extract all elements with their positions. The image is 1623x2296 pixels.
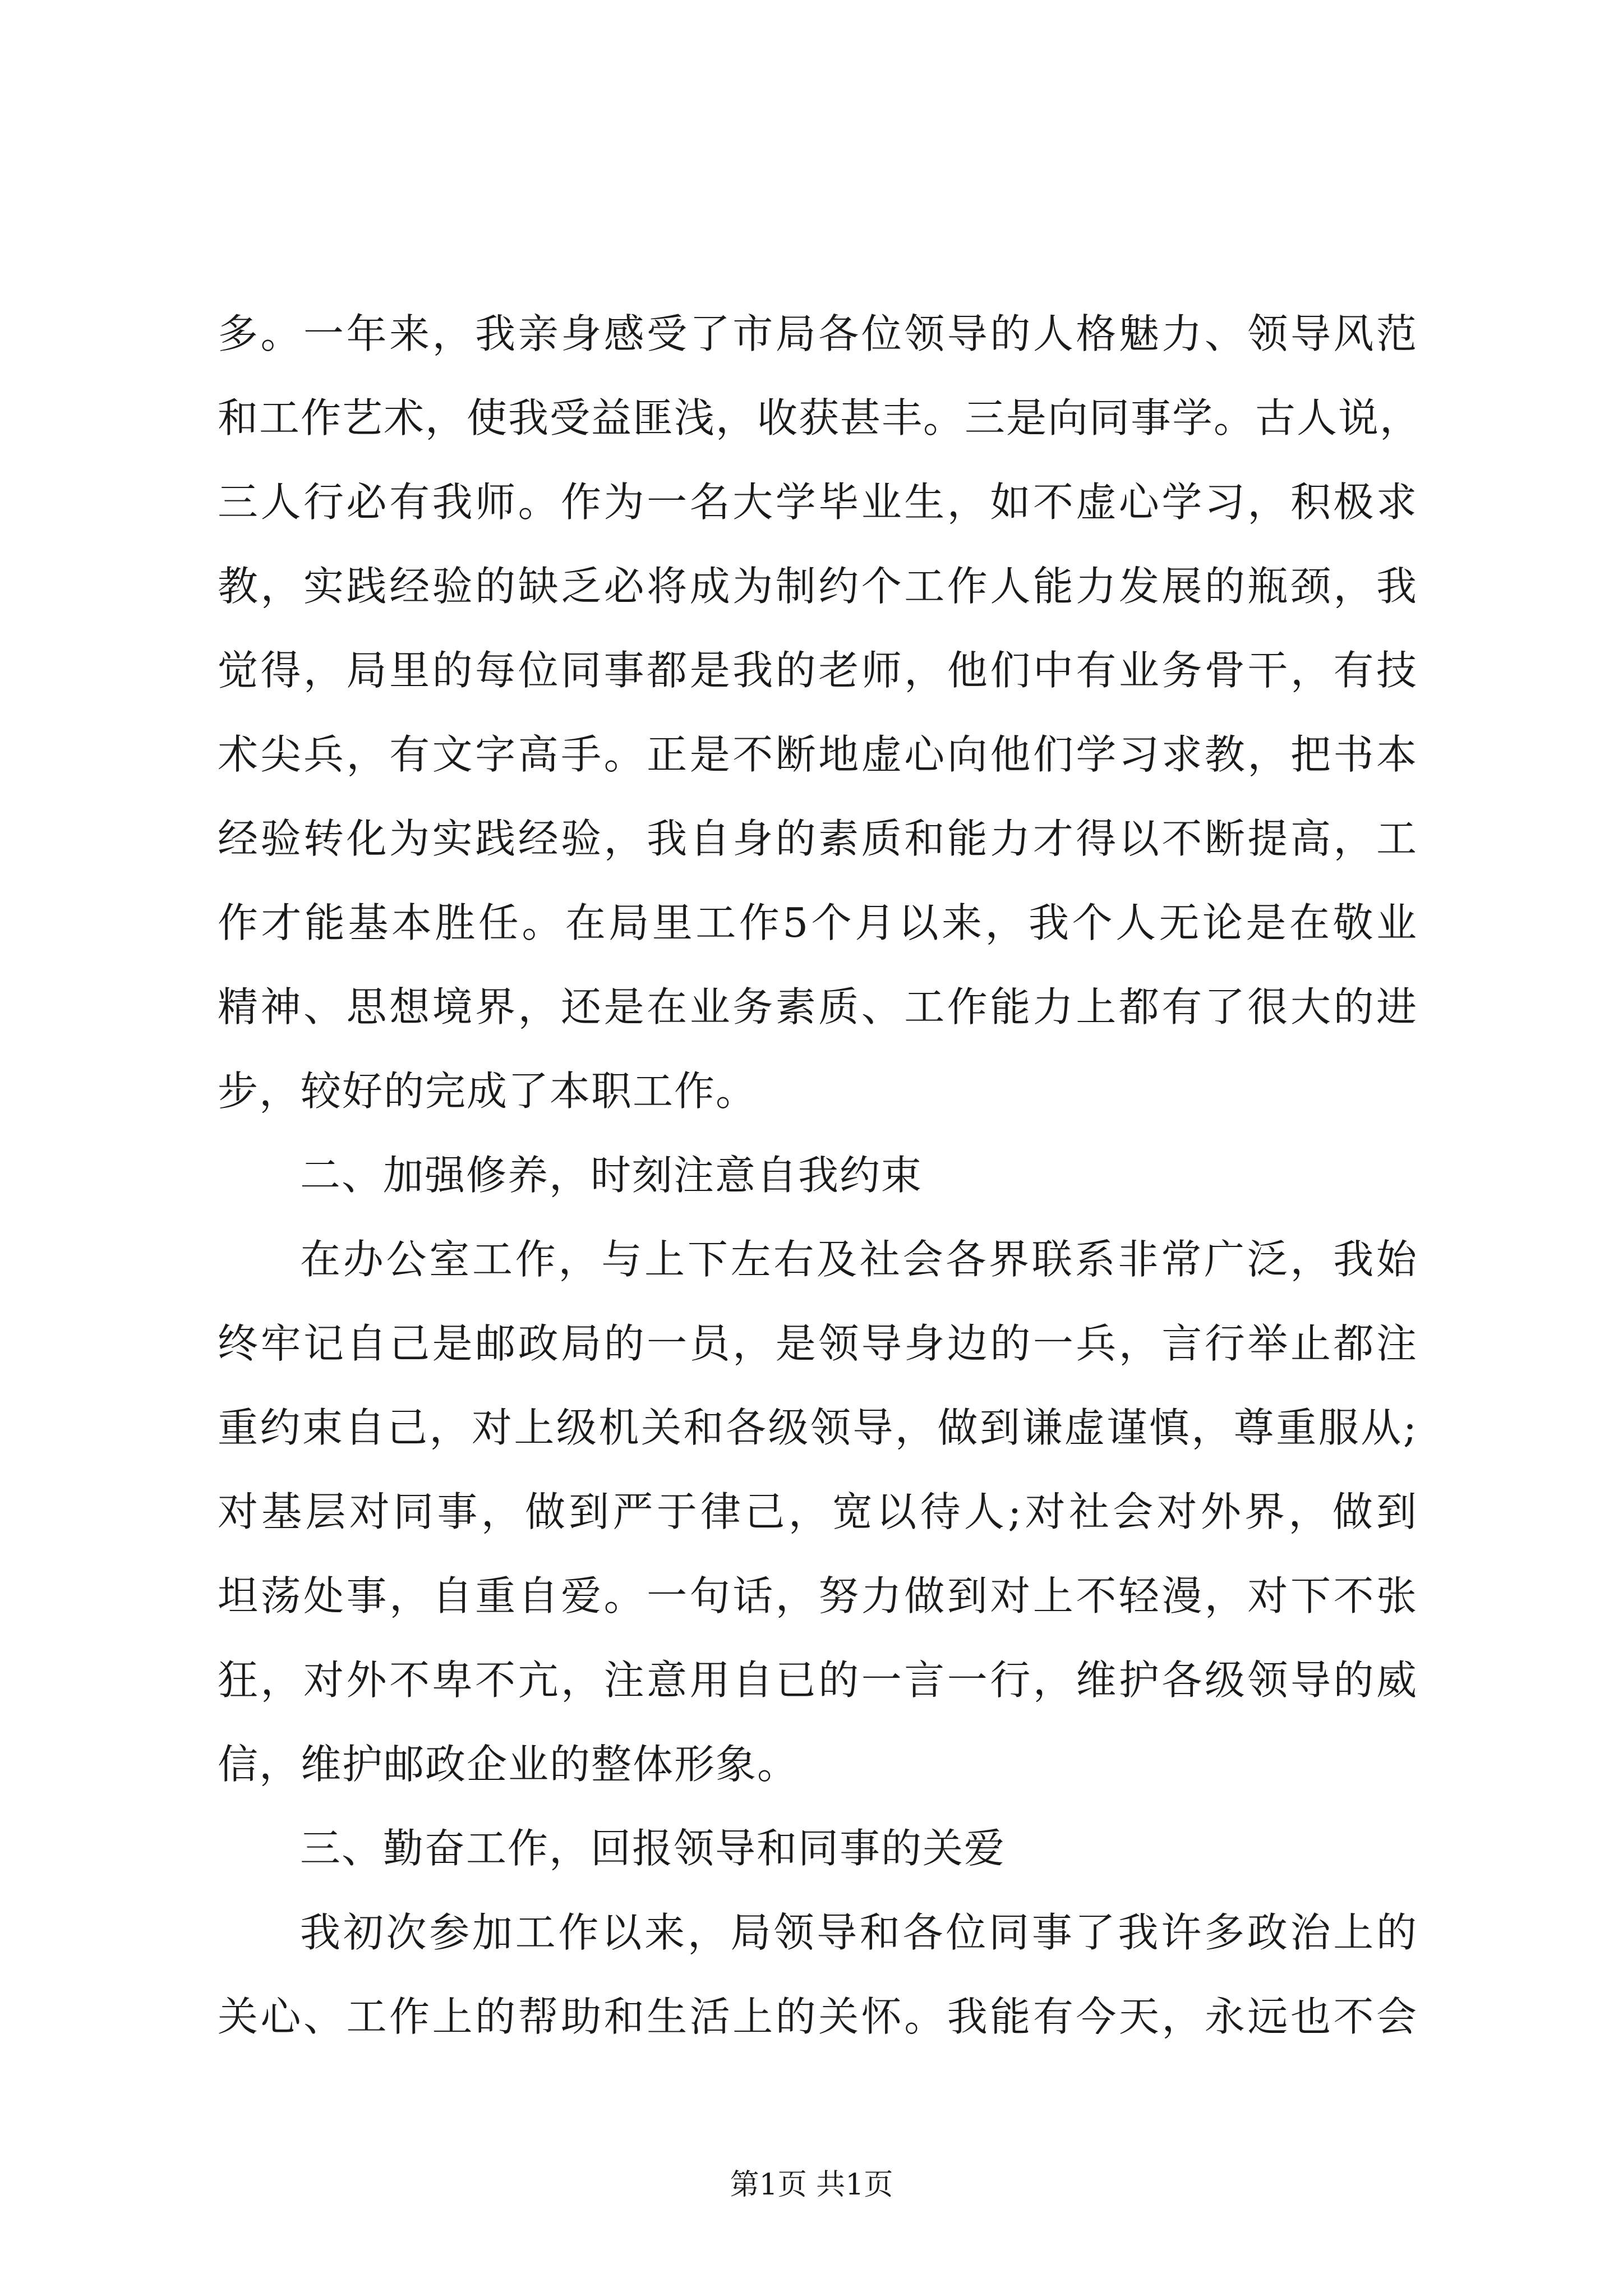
body-text-line: 精神、思想境界，还是在业务素质、工作能力上都有了很大的进 [218,983,1418,1030]
body-text-line: 多。一年来，我亲身感受了市局各位领导的人格魅力、领导风范 [218,310,1418,357]
body-text-line: 狂，对外不卑不亢，注意用自已的一言一行，维护各级领导的威 [218,1657,1418,1704]
body-text-line: 在办公室工作，与上下左右及社会各界联系非常广泛，我始 [300,1236,1418,1283]
body-text-line: 终牢记自己是邮政局的一员，是领导身边的一兵，言行举止都注 [218,1320,1418,1367]
body-text-line: 对基层对同事，做到严于律己，宽以待人;对社会对外界，做到 [218,1488,1418,1535]
body-text-line: 坦荡处事，自重自爱。一句话，努力做到对上不轻漫，对下不张 [218,1572,1418,1619]
section-heading: 二、加强修养，时刻注意自我约束 [300,1152,923,1199]
body-text-line: 作才能基本胜任。在局里工作5个月以来，我个人无论是在敬业 [218,899,1418,946]
body-text-line: 信，维护邮政企业的整体形象。 [218,1741,799,1788]
body-text-line: 关心、工作上的帮助和生活上的关怀。我能有今天，永远也不会 [218,1993,1418,2040]
body-text-line: 术尖兵，有文字高手。正是不断地虚心向他们学习求教，把书本 [218,731,1418,778]
body-text-line: 重约束自己，对上级机关和各级领导，做到谦虚谨慎，尊重服从; [218,1404,1418,1451]
section-heading: 三、勤奋工作，回报领导和同事的关爱 [300,1825,1006,1872]
body-text-line: 步，较好的完成了本职工作。 [218,1068,758,1115]
body-text-line: 三人行必有我师。作为一名大学毕业生，如不虚心学习，积极求 [218,478,1418,526]
body-text-line: 经验转化为实践经验，我自身的素质和能力才得以不断提高，工 [218,815,1418,862]
page-footer: 第1页 共1页 [730,2168,893,2202]
body-text-line: 觉得，局里的每位同事都是我的老师，他们中有业务骨干，有技 [218,647,1418,694]
body-text-line: 和工作艺术，使我受益匪浅，收获甚丰。三是向同事学。古人说， [218,394,1422,441]
body-text-line: 我初次参加工作以来，局领导和各位同事了我许多政治上的 [300,1909,1418,1956]
body-text-line: 教，实践经验的缺乏必将成为制约个工作人能力发展的瓶颈，我 [218,563,1418,610]
